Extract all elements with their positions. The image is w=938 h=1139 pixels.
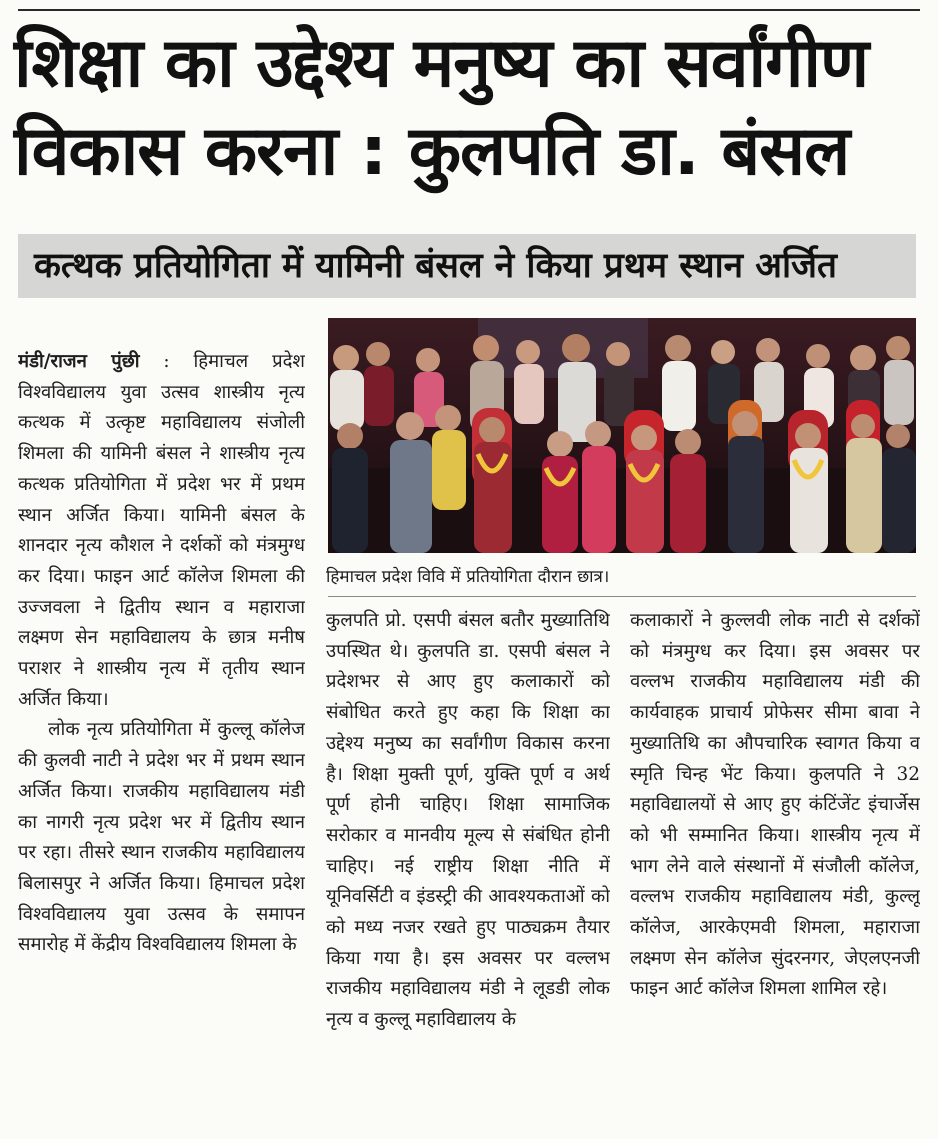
lead-text: हिमाचल प्रदेश विश्वविद्यालय युवा उत्सव शास्त्रीय नृत्य कत्थक में उत्कृष्ट महाविद्यालय संजोली शिमला की यामिनी बंसल ने शास्त्रीय नृत्य कत्थक प्रतियोगिता में प्रदेश भर में प्रथम स्थान अर्जित किया। यामिनी बंसल के शानदार नृत्य कौशल ने दर्शकों को मंत्रमुग्ध कर दिया। फाइन आर्ट कॉलेज शिमला की उज्जवला ने द्वितीय स्थान व महाराजा लक्ष्मण सेन महाविद्यालय के छात्र मनीष पराशर ने शास्त्रीय नृत्य में तृतीय स्थान अर्जित किया। — [18, 351, 305, 710]
column-2-text: कुलपति प्रो. एसपी बंसल बतौर मुख्यातिथि उपस्थित थे। कुलपति डा. एसपी बंसल ने प्रदेशभर से आए हुए कलाकारों को संबोधित करते हुए कहा कि शिक्षा का उद्देश्य मनुष्य का सर्वांगीण विकास करना है। शिक्षा मुक्ती पूर्ण, युक्ति पूर्ण व अर्थ पूर्ण होनी चाहिए। शिक्षा सामाजिक सरोकार व मानवीय मूल्य से संबंधित होनी चाहिए। नई राष्ट्रीय शिक्षा नीति में यूनिवर्सिटी व इंडस्ट्री की आवश्यकताओं को को मध्य नजर रखते हुए पाठ्यक्रम तैयार किया गया है। इस अवसर पर वल्लभ राजकीय महाविद्यालय मंडी ने लूडडी लोक नृत्य व कुल्लू महाविद्यालय के — [326, 610, 610, 1031]
subheadline: कत्थक प्रतियोगिता में यामिनी बंसल ने किया प्रथम स्थान अर्जित — [34, 246, 837, 286]
subheadline-bar — [18, 234, 916, 298]
caption-rule — [328, 596, 916, 597]
article-column-2 — [326, 606, 610, 1137]
dateline: मंडी/राजन पुंछी — [18, 351, 140, 372]
column-3-text: कलाकारों ने कुल्लवी लोक नाटी से दर्शकों को मंत्रमुग्ध कर दिया। इस अवसर पर वल्लभ राजकीय महाविद्यालय मंडी की कार्यवाहक प्राचार्य प्रोफेसर सीमा बावा ने मुख्यातिथि का औपचारिक स्वागत किया व स्मृति चिन्ह भेंट किया। कुलपति ने 32 महाविद्यालयों से आए हुए कंटिंजेंट इंचार्जेस को भी सम्मानित किया। शास्त्रीय नृत्य में भाग लेने वाले संस्थानों में संजौली कॉलेज, वल्लभ राजकीय महाविद्यालय मंडी, कुल्लू कॉलेज, आरकेएमवी शिमला, महाराजा लक्ष्मण सेन कॉलेज सुंदरनगर, जेएलएनजी फाइन आर्ट कॉलेज शिमला शामिल रहे। — [630, 610, 920, 1000]
news-photo — [328, 318, 916, 553]
top-rule — [18, 9, 920, 11]
headline: शिक्षा का उद्देश्य मनुष्य का सर्वांगीण विकास करना : कुलपति डा. बंसल — [14, 24, 869, 191]
article-column-3 — [630, 606, 920, 1137]
paragraph-2: लोक नृत्य प्रतियोगिता में कुल्लू कॉलेज की कुलवी नाटी ने प्रदेश भर में प्रथम स्थान अर्जित किया। राजकीय महाविद्यालय मंडी का नागरी नृत्य प्रदेश भर में द्वितीय स्थान पर रहा। तीसरे स्थान राजकीय महाविद्यालय बिलासपुर ने अर्जित किया। हिमाचल प्रदेश विश्वविद्यालय युवा उत्सव के समापन समारोह में केंद्रीय विश्वविद्यालय शिमला के — [18, 719, 305, 956]
lead-paragraph: मंडी/राजन पुंछी : हिमाचल प्रदेश विश्वविद्यालय युवा उत्सव शास्त्रीय नृत्य कत्थक में उत्कृष्ट महाविद्यालय संजोली शिमला की यामिनी बंसल ने शास्त्रीय नृत्य कत्थक प्रतियोगिता में प्रदेश भर में प्रथम स्थान अर्जित किया। यामिनी बंसल के शानदार नृत्य कौशल ने दर्शकों को मंत्रमुग्ध कर दिया। फाइन आर्ट कॉलेज शिमला की उज्जवला ने द्वितीय स्थान व महाराजा लक्ष्मण सेन महाविद्यालय के छात्र मनीष पराशर ने शास्त्रीय नृत्य में तृतीय स्थान अर्जित किया। — [18, 351, 305, 710]
photo-caption: हिमाचल प्रदेश विवि में प्रतियोगिता दौरान छात्र। — [326, 567, 610, 587]
article-column-1 — [18, 347, 305, 1137]
